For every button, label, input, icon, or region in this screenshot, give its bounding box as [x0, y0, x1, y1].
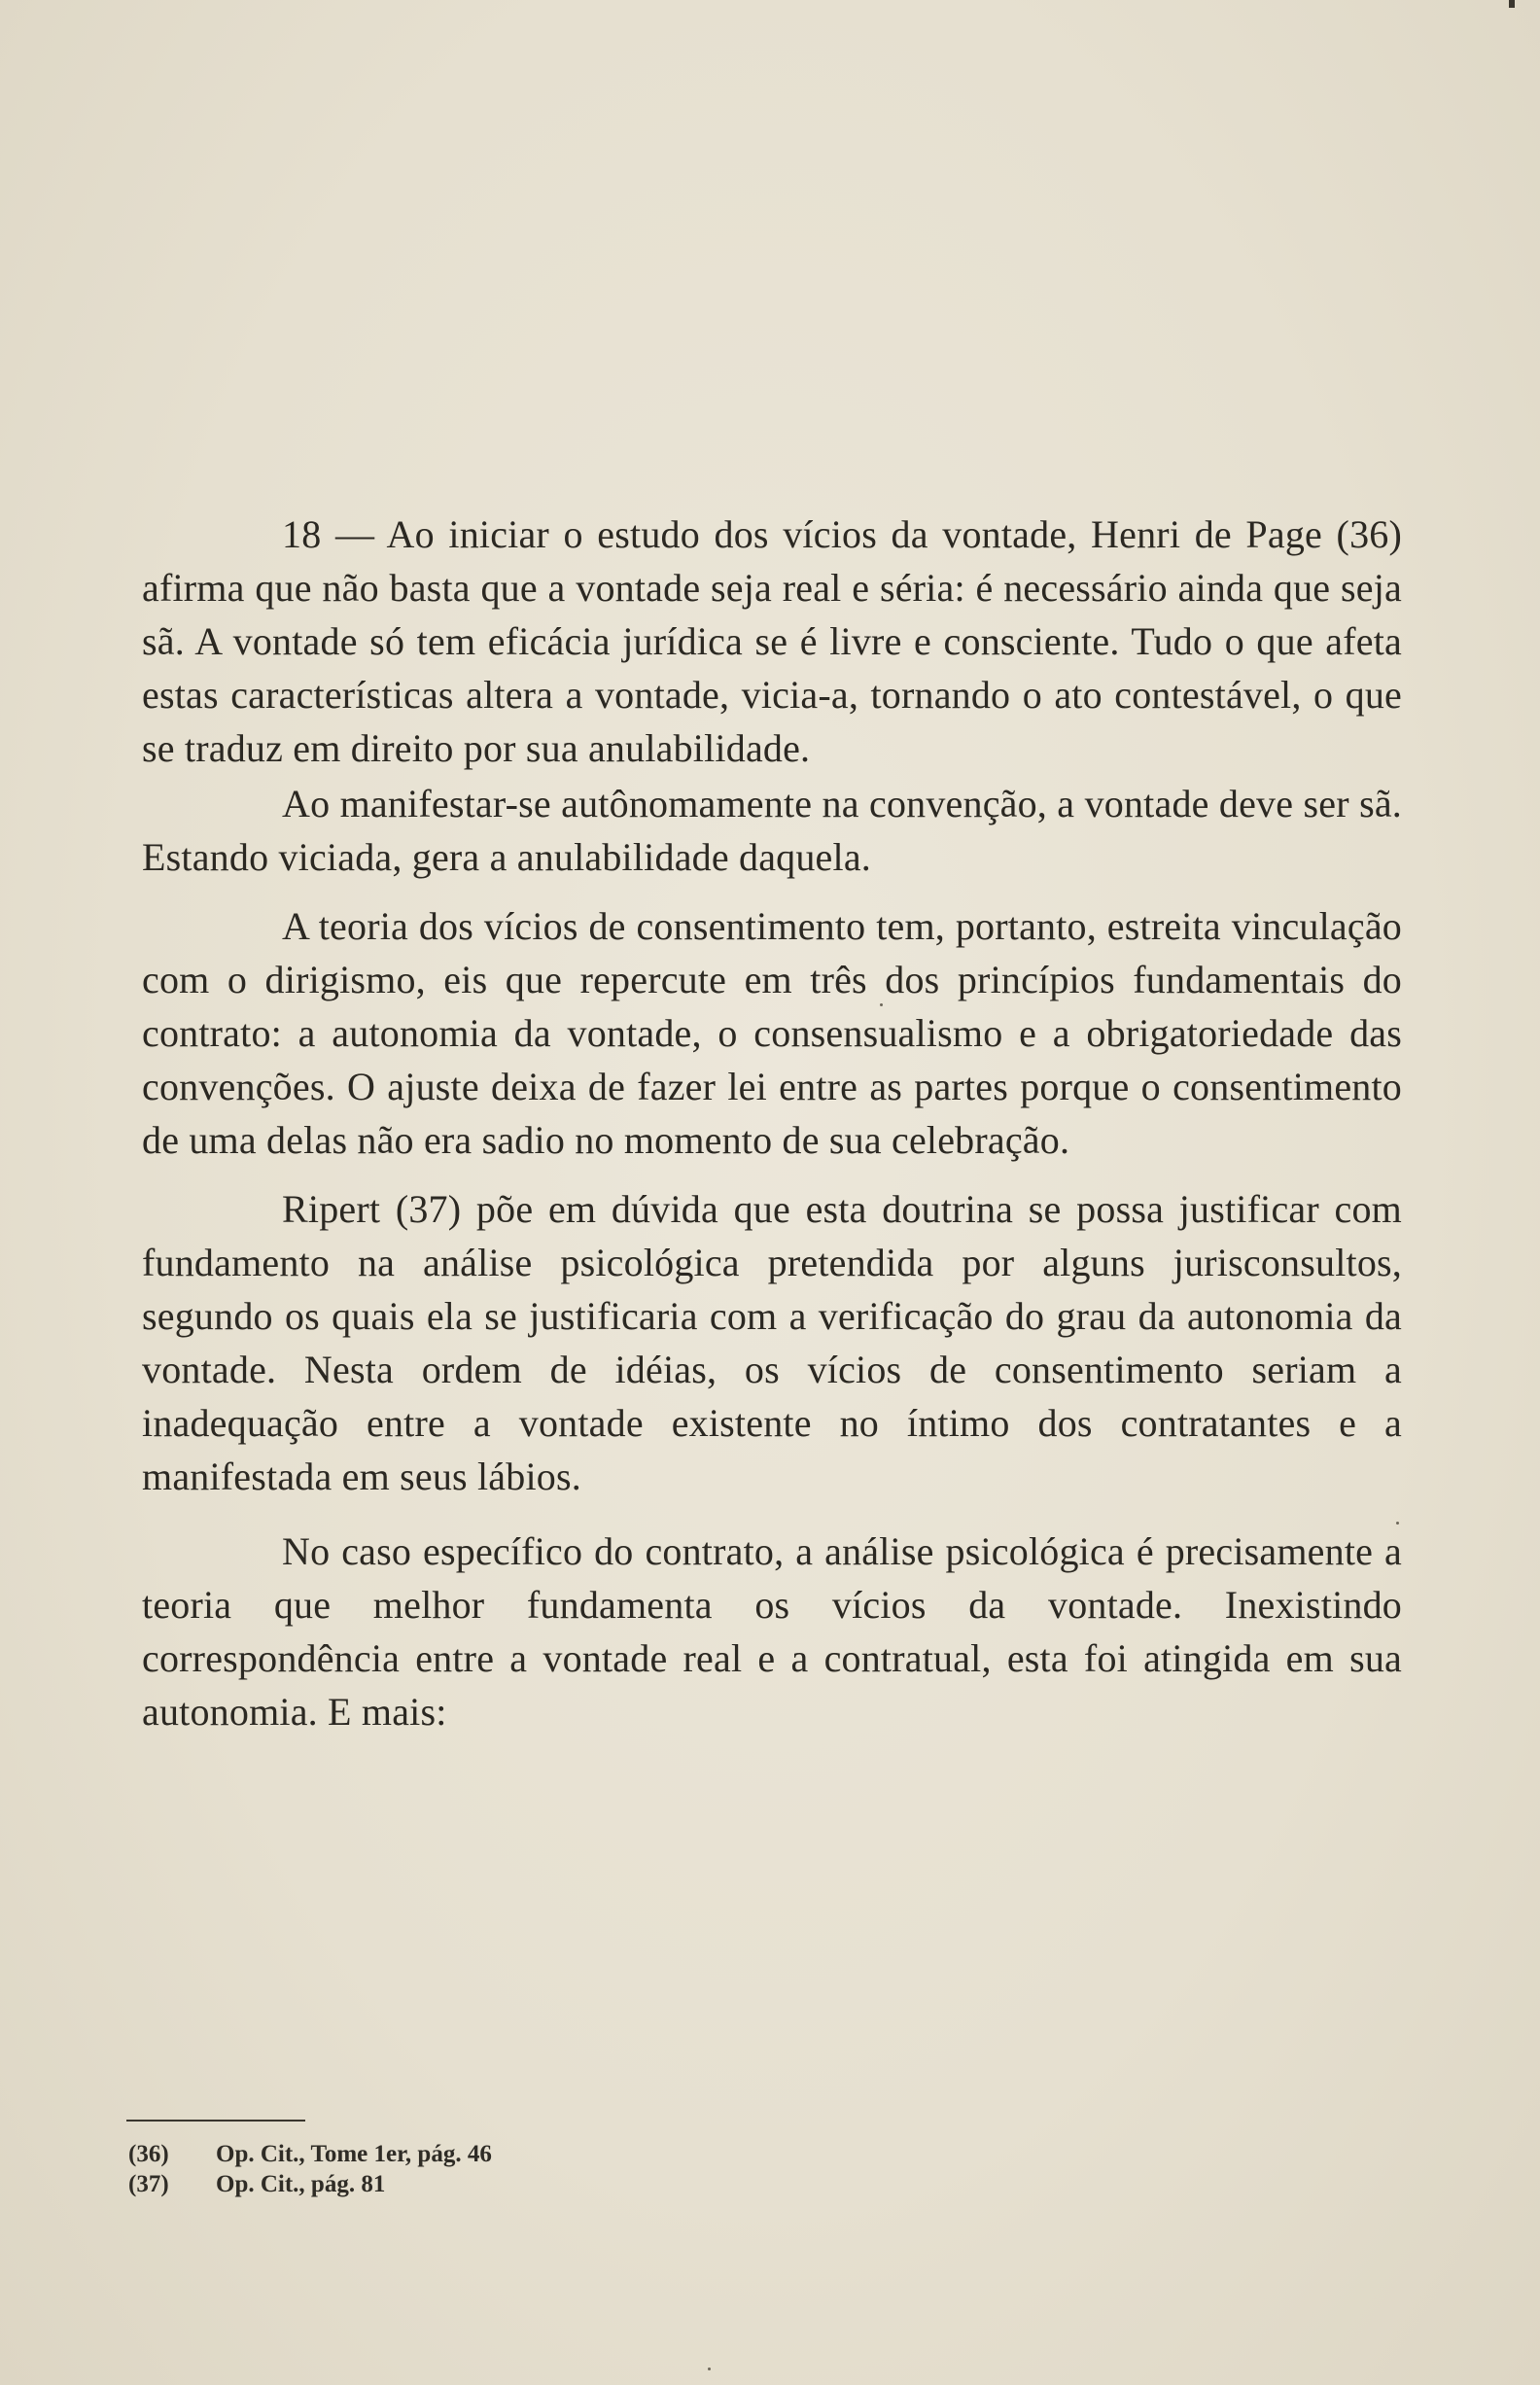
- body-text: [142, 508, 1402, 1738]
- paragraph-teoria: A teoria dos vícios de consentimento tem, portanto, estreita vinculação com o dirigismo, eis que repercute em três dos princípios fundamentais do contrato: a autonomia da vontade, o consensualismo e a obrigatoriedade das convenções. O ajuste deixa de fazer lei entre as partes porque o consentimento de uma delas não era sadio no momento de sua celebração.: [142, 904, 1402, 1162]
- footnote-36: [128, 2139, 492, 2169]
- footnote-text: Op. Cit., Tome 1er, pág. 46: [216, 2141, 492, 2167]
- paragraph-18: 18 — Ao iniciar o estudo dos vícios da vontade, Henri de Page (36) afirma que não basta que a vontade seja real e séria: é necessário ainda que seja sã. A vontade só tem eficácia jurídica se é livre e consciente. Tudo o que afeta estas características altera a vontade, vicia-a, tornando o ato contestável, o que se traduz em direito por sua anulabilidade.: [142, 512, 1402, 770]
- paragraph-ripert: Ripert (37) põe em dúvida que esta doutrina se possa justificar com fundamento na análise psicológica pretendida por alguns jurisconsultos, segundo os quais ela se justificaria com a verificação do grau da autonomia da vontade. Nesta ordem de idéias, os vícios de consentimento seriam a inadequação entre a vontade existente no íntimo dos contratantes e a manifestada em seus lábios.: [142, 1187, 1402, 1498]
- paper-speck: [708, 2367, 711, 2370]
- footnote-37: [128, 2169, 492, 2199]
- corner-mark: [1509, 0, 1515, 8]
- paragraph-caso: No caso específico do contrato, a análise psicológica é precisamente a teoria que melhor fundamenta os vícios da vontade. Inexistindo correspondência entre a vontade real e a contratual, esta foi atingida em sua autonomia. E mais:: [142, 1529, 1402, 1734]
- footnote-number: (36): [128, 2141, 169, 2167]
- footnote-text: Op. Cit., pág. 81: [216, 2171, 386, 2197]
- footnote-number: (37): [128, 2171, 169, 2197]
- paragraph-manifestar: Ao manifestar-se autônomamente na convenção, a vontade deve ser sã. Estando viciada, gera a anulabilidade daquela.: [142, 782, 1402, 879]
- paper-speck: [1396, 1522, 1399, 1525]
- footnote-divider: [126, 2120, 305, 2122]
- paper-speck: [880, 1003, 883, 1006]
- footnotes: [128, 2139, 492, 2199]
